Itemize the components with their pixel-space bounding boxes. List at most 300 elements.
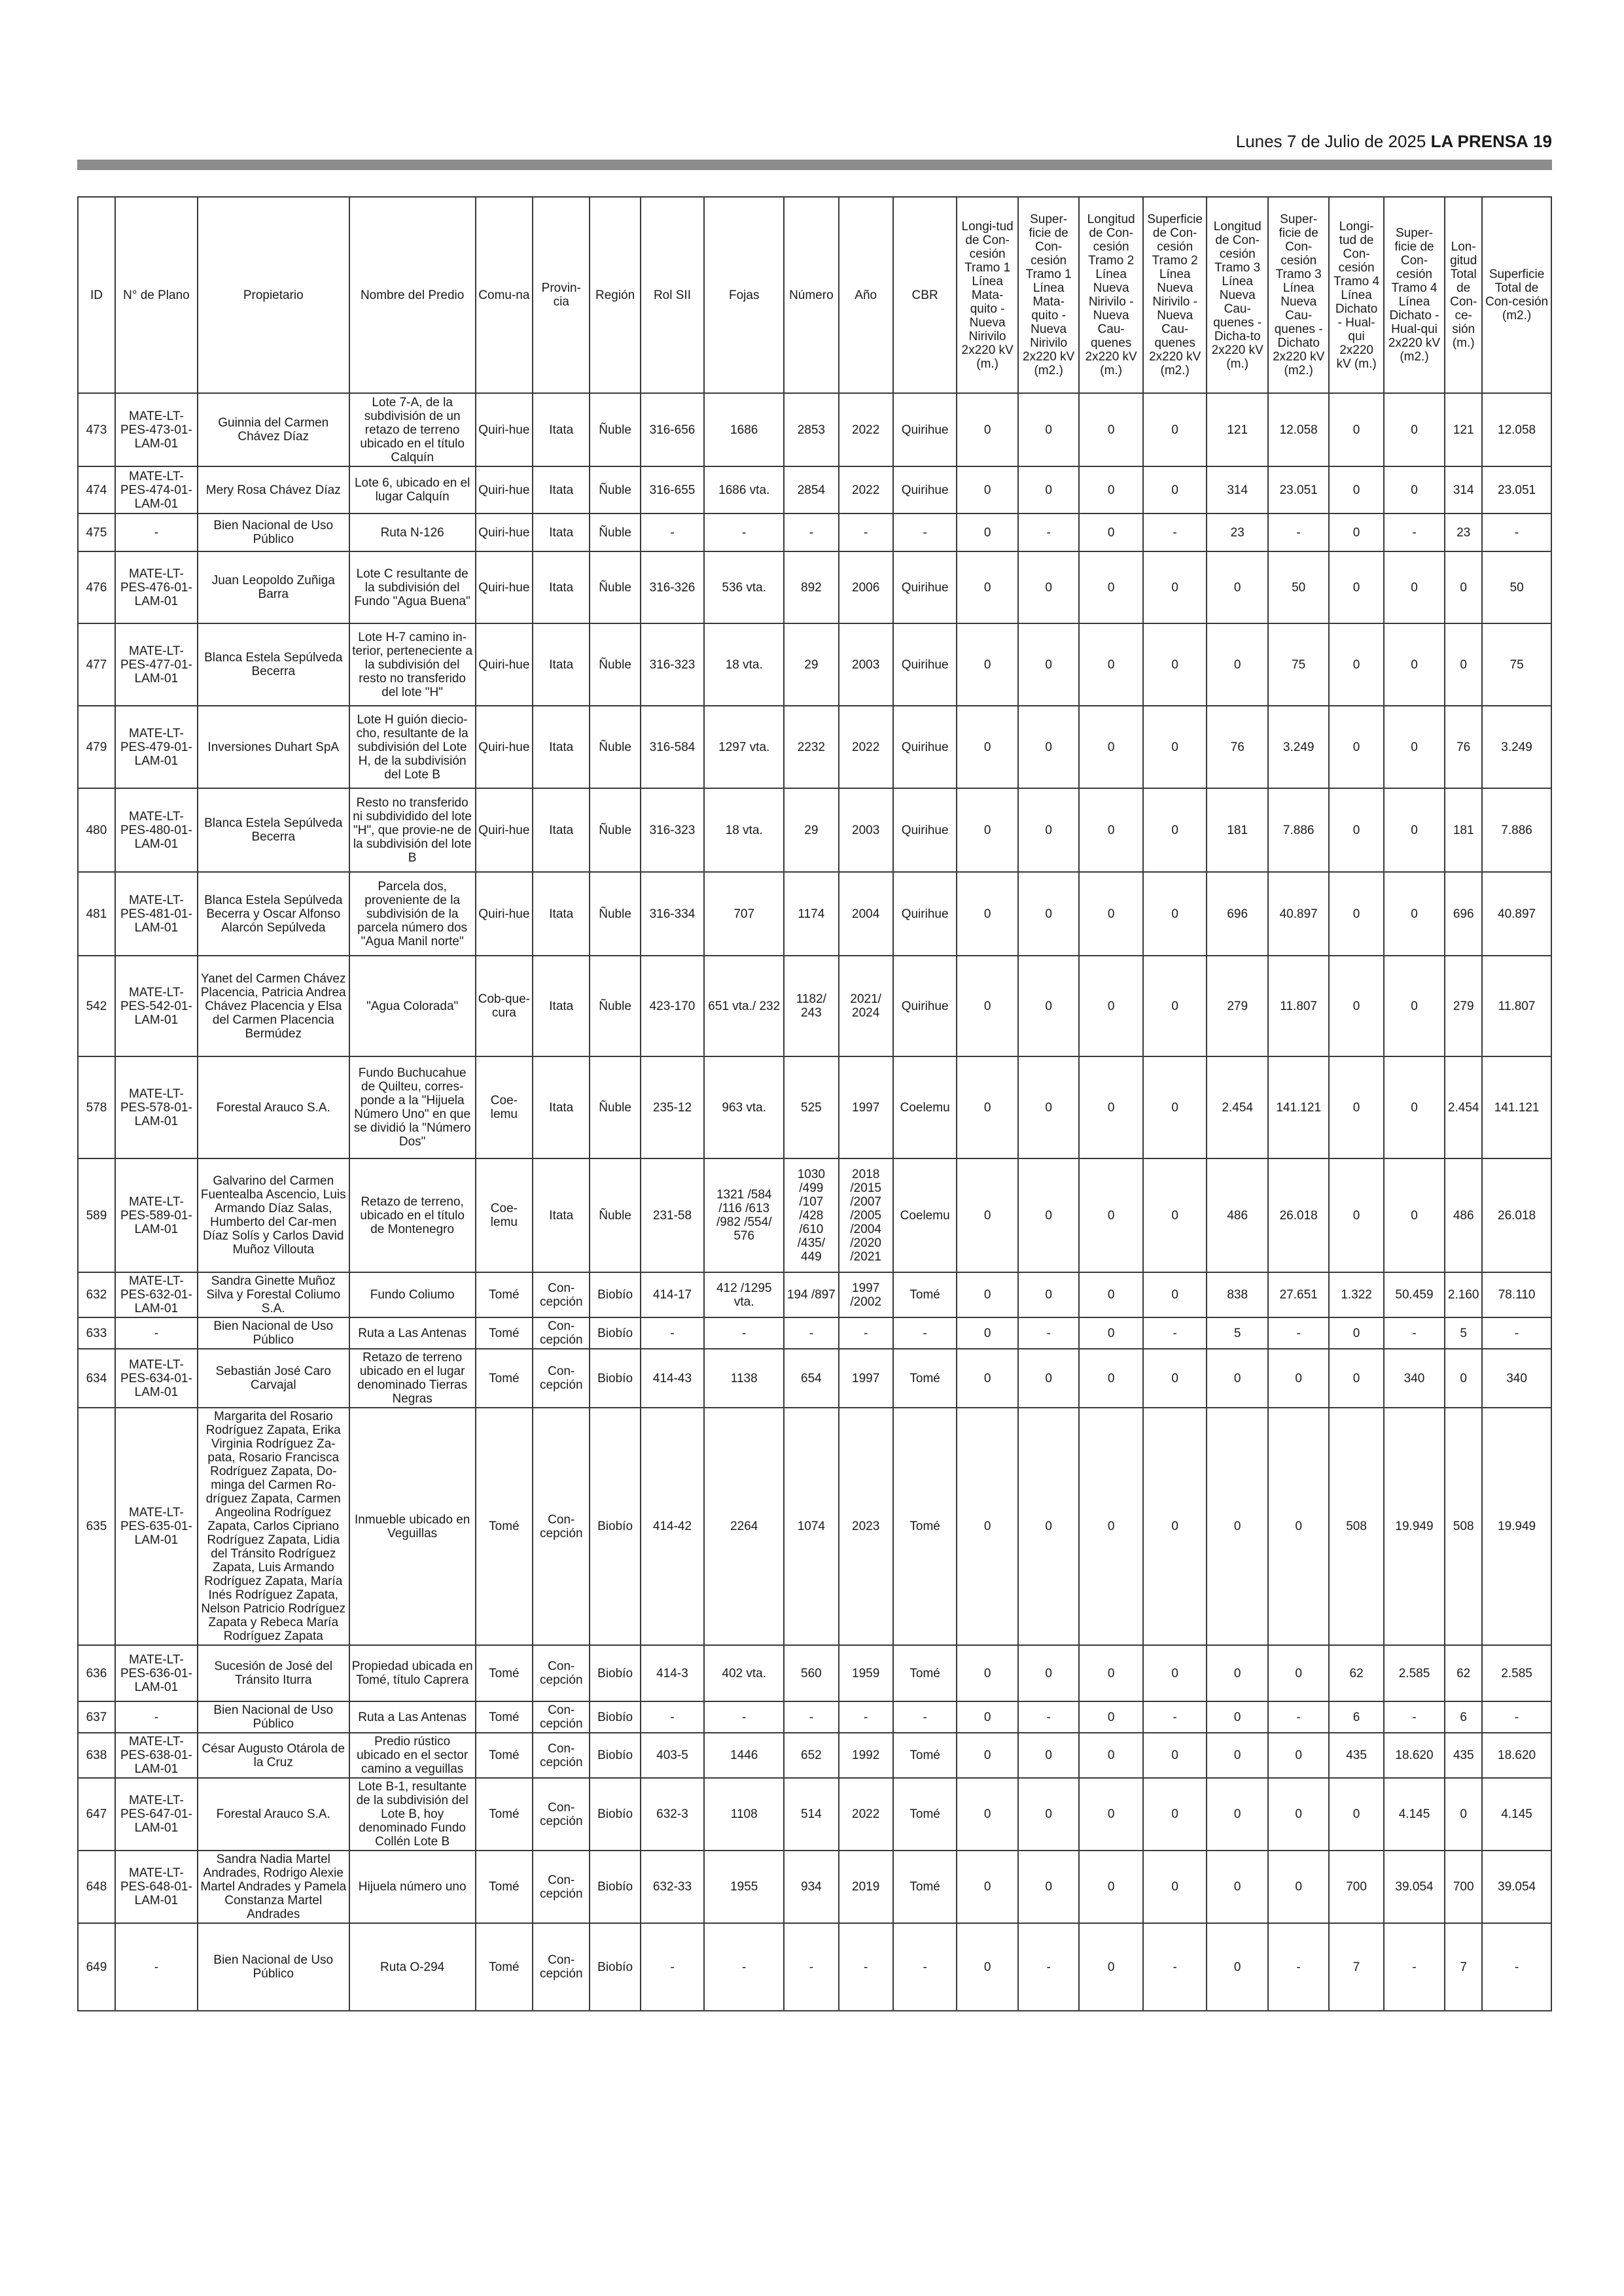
table-cell: Lote 6, ubicado en el lugar Calquín (349, 466, 476, 513)
table-cell: Hijuela número uno (349, 1851, 476, 1923)
table-cell: 0 (957, 513, 1017, 551)
table-cell: 934 (784, 1851, 838, 1923)
table-cell: MATE-LT-PES-638-01-LAM-01 (115, 1733, 198, 1778)
table-cell: 0 (957, 466, 1017, 513)
table-body (78, 393, 1551, 2011)
table-cell: Sandra Ginette Muñoz Silva y Forestal Coliumo S.A. (198, 1272, 349, 1317)
table-row (78, 1778, 1551, 1851)
table-cell: - (115, 1317, 198, 1349)
table-cell: Ñuble (590, 1158, 640, 1272)
table-cell: 0 (1079, 393, 1143, 466)
table-cell: 633 (78, 1317, 115, 1349)
table-cell: 2022 (839, 393, 893, 466)
table-cell: 0 (1329, 393, 1383, 466)
table-cell: - (704, 1923, 784, 2011)
table-cell: 651 vta./ 232 (704, 956, 784, 1056)
column-header: CBR (893, 197, 957, 393)
table-cell: Coelemu (893, 1158, 957, 1272)
table-header-row (78, 197, 1551, 393)
table-cell: 486 (1207, 1158, 1267, 1272)
table-cell: - (1268, 513, 1329, 551)
table-row (78, 788, 1551, 872)
table-cell: 0 (957, 1701, 1017, 1733)
table-cell: 474 (78, 466, 115, 513)
table-cell: - (1143, 1923, 1207, 2011)
table-cell: MATE-LT-PES-474-01-LAM-01 (115, 466, 198, 513)
table-cell: - (641, 513, 705, 551)
table-row (78, 1701, 1551, 1733)
table-cell: 50 (1482, 551, 1551, 623)
table-cell: 0 (1018, 1349, 1079, 1408)
table-row (78, 956, 1551, 1056)
table-cell: 0 (1207, 1923, 1267, 2011)
table-cell: 0 (1143, 706, 1207, 788)
column-header: Superficie de Con-cesión Tramo 2 Línea Nueva Nirivilo - Nueva Cau-quenes 2x220 kV (m2.) (1143, 197, 1207, 393)
table-cell: Propiedad ubicada en Tomé, título Caprera (349, 1645, 476, 1701)
table-cell: 480 (78, 788, 115, 872)
table-row (78, 551, 1551, 623)
table-cell: 0 (1018, 1408, 1079, 1645)
table-cell: 0 (1329, 1349, 1383, 1408)
table-cell: 0 (1207, 623, 1267, 706)
table-cell: 0 (1079, 706, 1143, 788)
table-cell: 0 (1445, 1778, 1482, 1851)
table-cell: 696 (1445, 872, 1482, 956)
table-cell: - (839, 1317, 893, 1349)
table-cell: Resto no transferido ni subdividido del lote "H", que provie-ne de la subdivisión del lote B (349, 788, 476, 872)
table-row (78, 466, 1551, 513)
table-cell: 508 (1329, 1408, 1383, 1645)
table-cell: 50.459 (1384, 1272, 1445, 1317)
table-cell: 508 (1445, 1408, 1482, 1645)
table-cell: Bien Nacional de Uso Público (198, 513, 349, 551)
table-cell: Ñuble (590, 466, 640, 513)
table-cell: 0 (1143, 872, 1207, 956)
table-cell: 2854 (784, 466, 838, 513)
table-cell: Ruta a Las Antenas (349, 1317, 476, 1349)
table-cell: 0 (1018, 623, 1079, 706)
table-cell: 0 (1018, 551, 1079, 623)
table-cell: 316-323 (641, 788, 705, 872)
table-cell: Tomé (476, 1778, 533, 1851)
column-header: Longi-tud de Con-cesión Tramo 1 Línea Mata-quito - Nueva Nirivilo 2x220 kV (m.) (957, 197, 1017, 393)
table-cell: 18.620 (1482, 1733, 1551, 1778)
table-cell: Con-cepción (533, 1701, 590, 1733)
table-cell: Biobío (590, 1408, 640, 1645)
table-cell: 0 (1079, 1701, 1143, 1733)
table-cell: Biobío (590, 1733, 640, 1778)
table-cell: 316-584 (641, 706, 705, 788)
table-cell: 235-12 (641, 1056, 705, 1158)
table-cell: 0 (1143, 1349, 1207, 1408)
table-cell: Coe-lemu (476, 1056, 533, 1158)
table-cell: 0 (1384, 466, 1445, 513)
table-cell: 0 (1143, 1158, 1207, 1272)
table-cell: MATE-LT-PES-648-01-LAM-01 (115, 1851, 198, 1923)
table-cell: MATE-LT-PES-636-01-LAM-01 (115, 1645, 198, 1701)
table-cell: Quirihue (893, 872, 957, 956)
table-cell: Quirihue (893, 466, 957, 513)
table-cell: MATE-LT-PES-632-01-LAM-01 (115, 1272, 198, 1317)
table-cell: Tomé (893, 1733, 957, 1778)
table-cell: 2004 (839, 872, 893, 956)
table-cell: 314 (1207, 466, 1267, 513)
table-cell: Quirihue (893, 551, 957, 623)
table-cell: 700 (1329, 1851, 1383, 1923)
table-cell: Quiri-hue (476, 513, 533, 551)
table-cell: 50 (1268, 551, 1329, 623)
table-cell: 486 (1445, 1158, 1482, 1272)
table-cell: 636 (78, 1645, 115, 1701)
table-cell: 479 (78, 706, 115, 788)
table-cell: 316-323 (641, 623, 705, 706)
table-cell: Fundo Coliumo (349, 1272, 476, 1317)
table-cell: 0 (1079, 513, 1143, 551)
table-cell: 435 (1329, 1733, 1383, 1778)
page-number: 19 (1533, 131, 1552, 151)
table-cell: 0 (1079, 1645, 1143, 1701)
table-cell: 0 (1268, 1851, 1329, 1923)
table-cell: 141.121 (1482, 1056, 1551, 1158)
table-cell: 0 (1143, 466, 1207, 513)
table-row (78, 1851, 1551, 1923)
table-cell: - (1018, 1923, 1079, 2011)
table-cell: 1959 (839, 1645, 893, 1701)
table-cell: 0 (1079, 956, 1143, 1056)
table-row (78, 1408, 1551, 1645)
table-cell: 6 (1329, 1701, 1383, 1733)
table-cell: 1138 (704, 1349, 784, 1408)
table-cell: 0 (1143, 623, 1207, 706)
table-cell: 11.807 (1268, 956, 1329, 1056)
table-cell: 412 /1295 vta. (704, 1272, 784, 1317)
table-cell: 231-58 (641, 1158, 705, 1272)
table-cell: 414-42 (641, 1408, 705, 1645)
table-cell: - (1384, 1317, 1445, 1349)
table-cell: 2.160 (1445, 1272, 1482, 1317)
table-cell: Itata (533, 623, 590, 706)
table-cell: 19.949 (1384, 1408, 1445, 1645)
table-cell: 29 (784, 788, 838, 872)
table-cell: 0 (1207, 551, 1267, 623)
table-cell: 525 (784, 1056, 838, 1158)
table-cell: Tomé (476, 1317, 533, 1349)
table-cell: 654 (784, 1349, 838, 1408)
table-cell: 0 (1207, 1778, 1267, 1851)
table-cell: 0 (1079, 1733, 1143, 1778)
table-cell: 414-17 (641, 1272, 705, 1317)
table-cell: - (1018, 1317, 1079, 1349)
table-cell: Ñuble (590, 513, 640, 551)
table-cell: 0 (1445, 1349, 1482, 1408)
table-cell: 0 (1384, 788, 1445, 872)
table-cell: 0 (1207, 1851, 1267, 1923)
table-cell: 279 (1445, 956, 1482, 1056)
table-cell: 0 (1268, 1733, 1329, 1778)
table-cell: 7.886 (1482, 788, 1551, 872)
table-cell: Quirihue (893, 956, 957, 1056)
table-cell: 0 (1207, 1733, 1267, 1778)
table-cell: 0 (957, 1733, 1017, 1778)
table-cell: 11.807 (1482, 956, 1551, 1056)
table-cell: 5 (1207, 1317, 1267, 1349)
table-cell: 340 (1482, 1349, 1551, 1408)
table-cell: - (839, 1923, 893, 2011)
table-cell: 0 (1143, 1778, 1207, 1851)
table-cell: - (1482, 1701, 1551, 1733)
table-cell: 2018 /2015 /2007 /2005 /2004 /2020 /2021 (839, 1158, 893, 1272)
table-row (78, 706, 1551, 788)
table-row (78, 1317, 1551, 1349)
table-cell: 7 (1329, 1923, 1383, 2011)
table-cell: 0 (1143, 956, 1207, 1056)
table-cell: Tomé (476, 1272, 533, 1317)
table-cell: 560 (784, 1645, 838, 1701)
table-cell: 0 (1079, 551, 1143, 623)
table-cell: 638 (78, 1733, 115, 1778)
column-header: ID (78, 197, 115, 393)
table-cell: 632 (78, 1272, 115, 1317)
table-cell: 0 (1079, 1158, 1143, 1272)
table-cell: 414-43 (641, 1349, 705, 1408)
column-header: Año (839, 197, 893, 393)
table-cell: "Agua Colorada" (349, 956, 476, 1056)
table-cell: 0 (1207, 1408, 1267, 1645)
table-cell: César Augusto Otárola de la Cruz (198, 1733, 349, 1778)
table-cell: - (893, 1923, 957, 2011)
table-cell: Ñuble (590, 956, 640, 1056)
table-cell: Itata (533, 393, 590, 466)
table-cell: 18 vta. (704, 623, 784, 706)
table-cell: 0 (1018, 393, 1079, 466)
table-cell: 0 (1143, 1733, 1207, 1778)
table-cell: Itata (533, 551, 590, 623)
column-header: Número (784, 197, 838, 393)
table-cell: - (641, 1701, 705, 1733)
table-cell: 1686 (704, 393, 784, 466)
table-cell: MATE-LT-PES-589-01-LAM-01 (115, 1158, 198, 1272)
table-cell: Ñuble (590, 623, 640, 706)
table-cell: 707 (704, 872, 784, 956)
table-cell: Itata (533, 1158, 590, 1272)
table-cell: 0 (957, 1923, 1017, 2011)
table-cell: Quiri-hue (476, 551, 533, 623)
table-cell: - (1018, 513, 1079, 551)
table-cell: 316-656 (641, 393, 705, 466)
table-cell: Itata (533, 1056, 590, 1158)
table-cell: Lote H guión diecio-cho, resultante de la subdivisión del Lote H, de la subdivisión del Lote B (349, 706, 476, 788)
table-cell: - (893, 513, 957, 551)
table-cell: - (1384, 1923, 1445, 2011)
table-cell: 0 (1268, 1645, 1329, 1701)
table-cell: 1174 (784, 872, 838, 956)
table-cell: 0 (1384, 1056, 1445, 1158)
table-cell: 0 (1018, 1645, 1079, 1701)
table-cell: Biobío (590, 1317, 640, 1349)
table-cell: 26.018 (1268, 1158, 1329, 1272)
table-cell: 6 (1445, 1701, 1482, 1733)
table-cell: 75 (1482, 623, 1551, 706)
table-cell: 0 (1018, 872, 1079, 956)
table-cell: Parcela dos, proveniente de la subdivisión de la parcela número dos "Agua Manil norte" (349, 872, 476, 956)
column-header: Super-ficie de Con-cesión Tramo 4 Línea Dichato - Hual-qui 2x220 kV (m2.) (1384, 197, 1445, 393)
table-cell: 542 (78, 956, 115, 1056)
table-cell: 0 (1018, 1272, 1079, 1317)
table-cell: 0 (1079, 788, 1143, 872)
table-cell: 0 (1143, 788, 1207, 872)
table-cell: Con-cepción (533, 1349, 590, 1408)
table-cell: 2.585 (1384, 1645, 1445, 1701)
newspaper-name: LA PRENSA (1430, 131, 1528, 151)
table-cell: Predio rústico ubicado en el sector camino a veguillas (349, 1733, 476, 1778)
table-cell: 3.249 (1482, 706, 1551, 788)
table-cell: 0 (957, 1778, 1017, 1851)
table-cell: Tomé (476, 1701, 533, 1733)
table-cell: - (115, 1701, 198, 1733)
table-cell: 700 (1445, 1851, 1482, 1923)
table-cell: Tomé (893, 1851, 957, 1923)
table-cell: - (784, 1701, 838, 1733)
table-cell: - (1384, 1701, 1445, 1733)
table-cell: 632-33 (641, 1851, 705, 1923)
table-cell: Con-cepción (533, 1851, 590, 1923)
table-cell: Con-cepción (533, 1317, 590, 1349)
table-cell: Retazo de terreno ubicado en el lugar denominado Tierras Negras (349, 1349, 476, 1408)
table-cell: 0 (1329, 1158, 1383, 1272)
table-cell: MATE-LT-PES-480-01-LAM-01 (115, 788, 198, 872)
table-cell: Tomé (893, 1408, 957, 1645)
table-cell: Quiri-hue (476, 872, 533, 956)
table-cell: Cob-que-cura (476, 956, 533, 1056)
table-cell: 75 (1268, 623, 1329, 706)
table-row (78, 1349, 1551, 1408)
table-cell: Itata (533, 706, 590, 788)
table-cell: 0 (1079, 872, 1143, 956)
table-cell: Sucesión de José del Tránsito Iturra (198, 1645, 349, 1701)
table-cell: MATE-LT-PES-578-01-LAM-01 (115, 1056, 198, 1158)
table-cell: 279 (1207, 956, 1267, 1056)
table-cell: 1955 (704, 1851, 784, 1923)
table-cell: Coelemu (893, 1056, 957, 1158)
table-cell: MATE-LT-PES-476-01-LAM-01 (115, 551, 198, 623)
table-cell: Con-cepción (533, 1778, 590, 1851)
table-cell: 481 (78, 872, 115, 956)
table-cell: 2853 (784, 393, 838, 466)
table-cell: 0 (1329, 956, 1383, 1056)
table-cell: 76 (1207, 706, 1267, 788)
table-cell: 141.121 (1268, 1056, 1329, 1158)
table-cell: 1182/ 243 (784, 956, 838, 1056)
table-cell: Biobío (590, 1778, 640, 1851)
table-cell: 0 (957, 1158, 1017, 1272)
table-cell: Quirihue (893, 706, 957, 788)
table-cell: 0 (1268, 1349, 1329, 1408)
table-cell: 476 (78, 551, 115, 623)
table-cell: 18.620 (1384, 1733, 1445, 1778)
table-cell: 2003 (839, 623, 893, 706)
table-cell: Ñuble (590, 872, 640, 956)
table-cell: - (115, 1923, 198, 2011)
header-rule (77, 160, 1552, 170)
table-cell: Retazo de terreno, ubicado en el título de Montenegro (349, 1158, 476, 1272)
table-cell: 0 (957, 788, 1017, 872)
table-cell: Fundo Buchucahue de Quilteu, corres-ponde a la "Hijuela Número Uno" en que se dividió la "Número Dos" (349, 1056, 476, 1158)
table-cell: 0 (1079, 1272, 1143, 1317)
table-cell: - (704, 1317, 784, 1349)
table-cell: Tomé (893, 1778, 957, 1851)
table-cell: MATE-LT-PES-481-01-LAM-01 (115, 872, 198, 956)
table-cell: 2264 (704, 1408, 784, 1645)
table-cell: Lote 7-A, de la subdivisión de un retazo de terreno ubicado en el título Calquín (349, 393, 476, 466)
table-cell: 0 (957, 393, 1017, 466)
column-header: Superficie Total de Con-cesión (m2.) (1482, 197, 1551, 393)
table-cell: 1446 (704, 1733, 784, 1778)
table-cell: 2019 (839, 1851, 893, 1923)
table-cell: Inmueble ubicado en Veguillas (349, 1408, 476, 1645)
table-cell: Itata (533, 513, 590, 551)
table-cell: 423-170 (641, 956, 705, 1056)
column-header: Propietario (198, 197, 349, 393)
table-cell: Tomé (476, 1645, 533, 1701)
table-cell: 0 (957, 1317, 1017, 1349)
table-cell: 0 (1384, 393, 1445, 466)
table-cell: - (1482, 1923, 1551, 2011)
table-cell: - (704, 1701, 784, 1733)
table-cell: Ruta a Las Antenas (349, 1701, 476, 1733)
table-cell: 1321 /584 /116 /613 /982 /554/ 576 (704, 1158, 784, 1272)
table-cell: 637 (78, 1701, 115, 1733)
table-cell: MATE-LT-PES-477-01-LAM-01 (115, 623, 198, 706)
table-cell: MATE-LT-PES-635-01-LAM-01 (115, 1408, 198, 1645)
table-cell: - (1268, 1701, 1329, 1733)
table-cell: MATE-LT-PES-647-01-LAM-01 (115, 1778, 198, 1851)
table-row (78, 513, 1551, 551)
table-cell: 0 (1143, 393, 1207, 466)
table-cell: 1997 (839, 1056, 893, 1158)
table-cell: 0 (1268, 1408, 1329, 1645)
table-cell: Con-cepción (533, 1733, 590, 1778)
table-cell: 514 (784, 1778, 838, 1851)
table-cell: Quirihue (893, 393, 957, 466)
table-cell: 0 (957, 956, 1017, 1056)
table-cell: 0 (1207, 1349, 1267, 1408)
table-cell: - (1384, 513, 1445, 551)
table-cell: 7.886 (1268, 788, 1329, 872)
table-cell: - (893, 1701, 957, 1733)
column-header: N° de Plano (115, 197, 198, 393)
table-cell: MATE-LT-PES-634-01-LAM-01 (115, 1349, 198, 1408)
table-cell: - (784, 1923, 838, 2011)
table-row (78, 1272, 1551, 1317)
table-cell: Biobío (590, 1923, 640, 2011)
table-cell: 121 (1207, 393, 1267, 466)
table-cell: 2003 (839, 788, 893, 872)
table-cell: Lote B-1, resultante de la subdivisión del Lote B, hoy denominado Fundo Collén Lote B (349, 1778, 476, 1851)
table-cell: 0 (1143, 1851, 1207, 1923)
table-cell: 316-334 (641, 872, 705, 956)
table-row (78, 1733, 1551, 1778)
table-cell: 23.051 (1268, 466, 1329, 513)
table-cell: 0 (1018, 1733, 1079, 1778)
table-cell: 0 (1079, 1349, 1143, 1408)
column-header: Longi-tud de Con-cesión Tramo 4 Línea Dichato - Hual-qui 2x220 kV (m.) (1329, 197, 1383, 393)
table-cell: - (1482, 1317, 1551, 1349)
table-cell: 0 (1329, 706, 1383, 788)
table-cell: 0 (1384, 706, 1445, 788)
table-cell: Quiri-hue (476, 706, 533, 788)
table-cell: 0 (1143, 1056, 1207, 1158)
table-cell: 0 (1329, 1778, 1383, 1851)
